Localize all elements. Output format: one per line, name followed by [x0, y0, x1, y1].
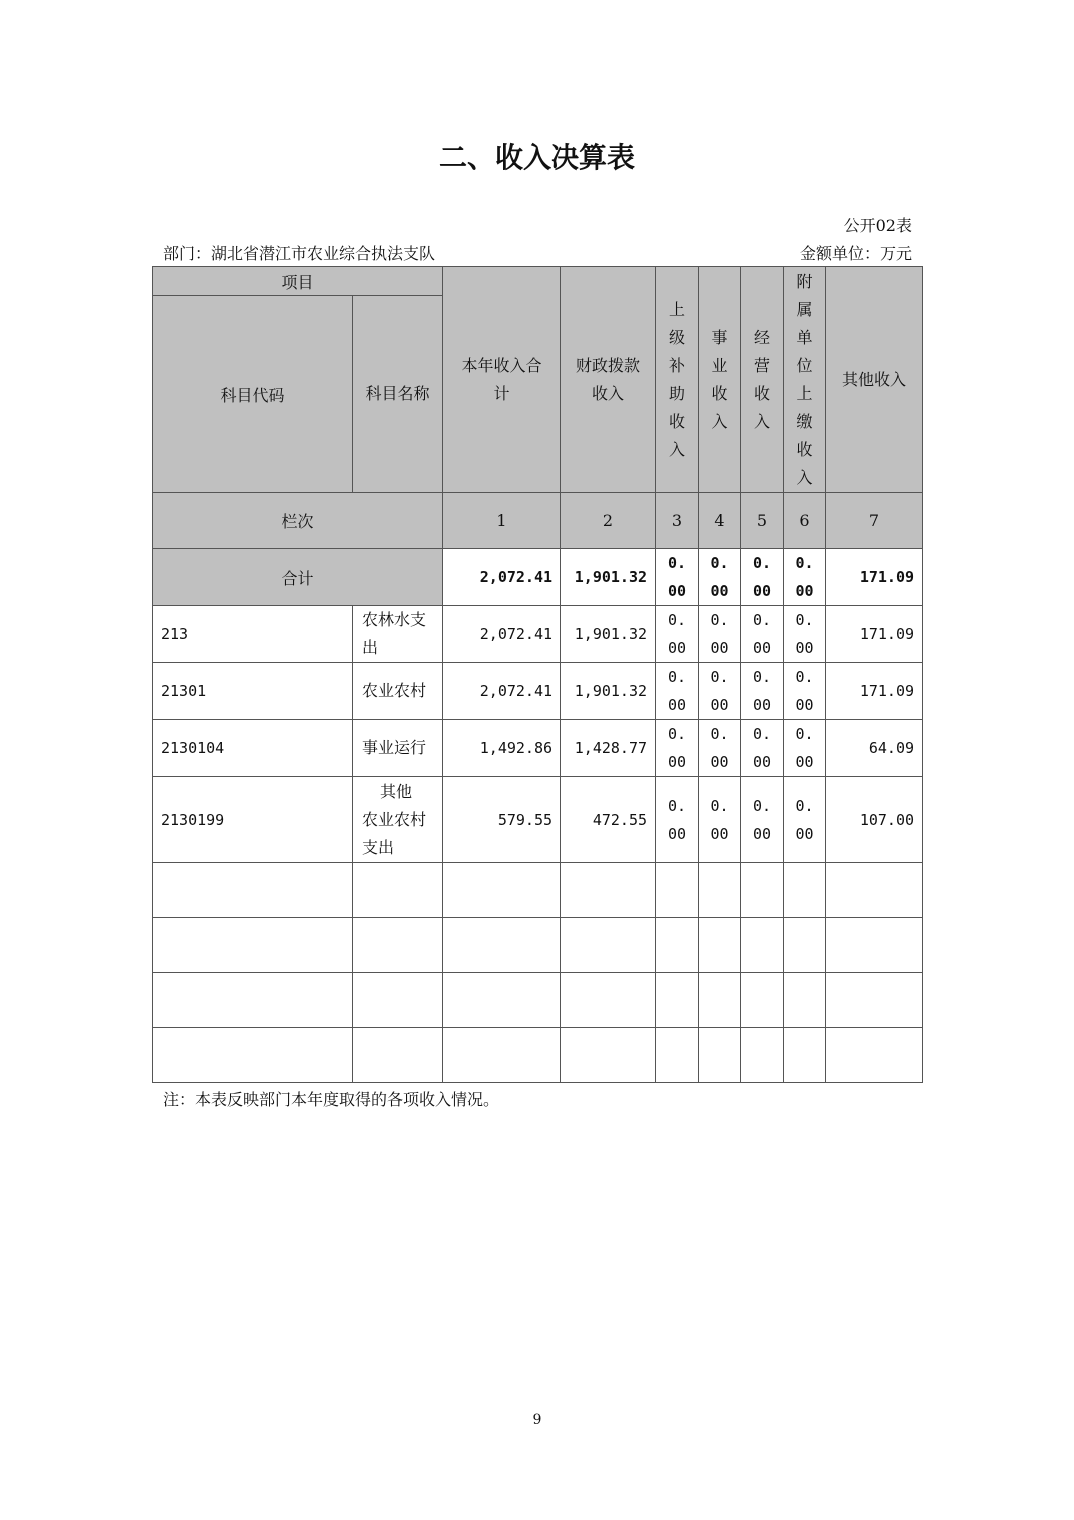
superior-value: 0.00 [656, 549, 699, 606]
empty-row [153, 863, 923, 918]
department-label: 部门：湖北省潜江市农业综合执法支队 [163, 244, 436, 263]
row-fiscal: 1,901.32 [561, 606, 656, 663]
col-number: 3 [656, 493, 699, 549]
col-number: 1 [443, 493, 561, 549]
row-business: 0.00 [741, 720, 784, 777]
row-affiliated: 0.00 [784, 720, 826, 777]
row-career: 0.00 [699, 720, 741, 777]
empty-row [153, 1028, 923, 1083]
row-business: 0.00 [741, 663, 784, 720]
page-number: 9 [532, 1412, 542, 1428]
row-total: 579.55 [443, 777, 561, 863]
row-fiscal: 1,428.77 [561, 720, 656, 777]
row-name: 其他农业农村支出 [353, 777, 443, 863]
fiscal-value: 1,901.32 [561, 549, 656, 606]
empty-row [153, 918, 923, 973]
career-value: 0.00 [699, 549, 741, 606]
page-title: 二、收入决算表 [438, 141, 635, 174]
empty-row [153, 973, 923, 1028]
row-other: 107.00 [826, 777, 923, 863]
affiliated-header: 附属单位上缴收入 [784, 267, 826, 493]
row-affiliated: 0.00 [784, 663, 826, 720]
other-value: 171.09 [826, 549, 923, 606]
table-code: 公开02表 [843, 216, 912, 235]
income-table [152, 266, 923, 1083]
total-header: 本年收入合计 [443, 267, 561, 493]
fiscal-header: 财政拨款收入 [561, 267, 656, 493]
row-total: 2,072.41 [443, 663, 561, 720]
code-header: 科目代码 [153, 296, 353, 493]
row-name: 农林水支出 [353, 606, 443, 663]
col-number: 7 [826, 493, 923, 549]
row-fiscal: 472.55 [561, 777, 656, 863]
row-business: 0.00 [741, 606, 784, 663]
column-no-label: 栏次 [153, 493, 443, 549]
col-number: 5 [741, 493, 784, 549]
row-business: 0.00 [741, 777, 784, 863]
col-number: 4 [699, 493, 741, 549]
row-superior: 0.00 [656, 777, 699, 863]
row-superior: 0.00 [656, 720, 699, 777]
total-label: 合计 [153, 549, 443, 606]
affiliated-value: 0.00 [784, 549, 826, 606]
row-code: 2130199 [153, 777, 353, 863]
item-header: 项目 [153, 267, 443, 296]
row-total: 1,492.86 [443, 720, 561, 777]
row-total: 2,072.41 [443, 606, 561, 663]
row-affiliated: 0.00 [784, 777, 826, 863]
row-code: 213 [153, 606, 353, 663]
business-header: 经营收入 [741, 267, 784, 493]
row-affiliated: 0.00 [784, 606, 826, 663]
table-row [153, 606, 923, 663]
name-header: 科目名称 [353, 296, 443, 493]
row-career: 0.00 [699, 606, 741, 663]
table-row [153, 663, 923, 720]
total-row [153, 549, 923, 606]
unit-label: 金额单位：万元 [799, 244, 912, 263]
table-row [153, 777, 923, 863]
col-number: 6 [784, 493, 826, 549]
row-name: 事业运行 [353, 720, 443, 777]
row-other: 171.09 [826, 606, 923, 663]
row-fiscal: 1,901.32 [561, 663, 656, 720]
row-code: 21301 [153, 663, 353, 720]
business-value: 0.00 [741, 549, 784, 606]
row-code: 2130104 [153, 720, 353, 777]
row-career: 0.00 [699, 777, 741, 863]
row-name: 农业农村 [353, 663, 443, 720]
table-row [153, 720, 923, 777]
other-header: 其他收入 [826, 267, 923, 493]
career-header: 事业收入 [699, 267, 741, 493]
table-note: 注：本表反映部门本年度取得的各项收入情况。 [163, 1090, 500, 1109]
row-other: 64.09 [826, 720, 923, 777]
row-superior: 0.00 [656, 663, 699, 720]
row-career: 0.00 [699, 663, 741, 720]
row-other: 171.09 [826, 663, 923, 720]
col-number: 2 [561, 493, 656, 549]
superior-header: 上级补助收入 [656, 267, 699, 493]
total-value: 2,072.41 [443, 549, 561, 606]
row-superior: 0.00 [656, 606, 699, 663]
